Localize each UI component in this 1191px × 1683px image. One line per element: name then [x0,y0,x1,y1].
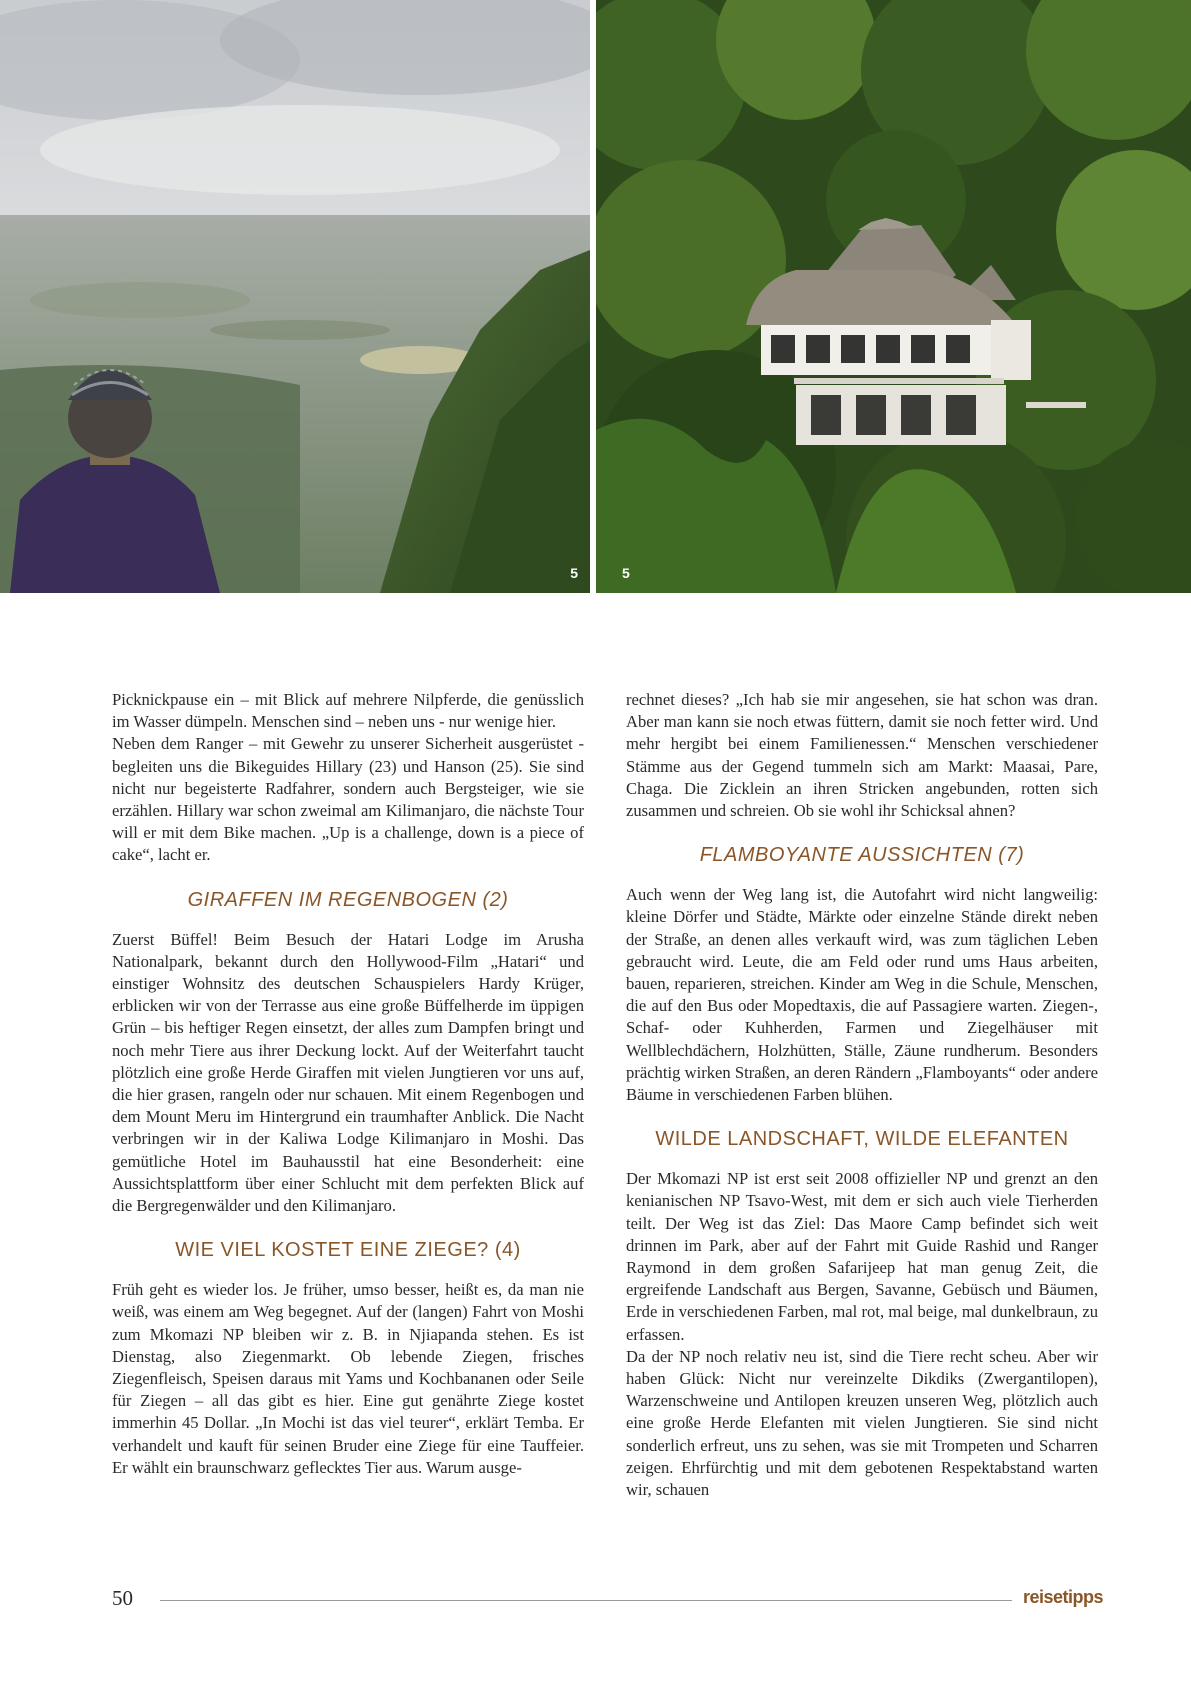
article-column-left [112,689,584,1479]
paragraph: Der Mkomazi NP ist erst seit 2008 offizieller NP und grenzt an den kenianischen NP Tsavo-West, mit dem er sich auch viele Tierherden teilt. Der Weg ist das Ziel: Das Maore Camp befindet sich weit drinnen im Park, aber auf der Fahrt mit Guide Rashid und Ranger Raymond in dem großen Safarijeep hat man genug Zeit, die ergreifende Landschaft aus Bergen, Savanne, Gebüsch und Bäumen, Erde in verschiedenen Farben, mal rot, mal beige, mal dunkelbraun, zu erfassen. [626,1169,1098,1344]
paragraph: Zuerst Büffel! Beim Besuch der Hatari Lodge im Arusha Nationalpark, bekannt durch den Hollywood-Film „Hatari“ und einstiger Wohnsitz des deutschen Schauspielers Hardy Krüger, erblicken wir von der Terrasse aus eine große Büffelherde im üppigen Grün – bis heftiger Regen einsetzt, der alles zum Dampfen bringt und noch mehr Tiere aus ihrer Deckung lockt. Auf der Weiterfahrt taucht plötzlich eine große Herde Giraffen mit vielen Jungtieren vor uns auf, die hier grasen, rangeln oder nur schauen. Mit einem Regenbogen und dem Mount Meru im Hintergrund ein traumhafter Anblick. Die Nacht verbringen wir in der Kaliwa Lodge Kilimanjaro in Moshi. Das gemütliche Hotel im Bauhausstil hat eine Besonderheit: eine Aussichtsplattform über einer Schlucht mit dem perfekten Blick auf die Bergregenwälder und den Kilimanjaro. [112,929,584,1216]
article-column-right [626,689,1098,1501]
landscape-image [0,0,590,593]
paragraph: Da der NP noch relativ neu ist, sind die Tiere recht scheu. Aber wir haben Glück: Nicht nur vereinzelte Dikdiks (Zwergantilopen), Warzenschweine und Antilopen kreuzen unseren Weg, plötzlich auch eine große Herde Elefanten mit vielen Jungtieren. Sie sind nicht sonderlich erfreut, uns zu sehen, was sie mit Trompeten und Scharren zeigen. Ehrfürchtig und mit dem gebotenen Respektabstand warten wir, schauen [626,1346,1098,1500]
paragraph: Auch wenn der Weg lang ist, die Autofahrt wird nicht langweilig: kleine Dörfer und Städte, Märkte oder einzelne Stände direkt neben der Straße, an denen alles verkauft wird, was zum täglichen Leben gebraucht wird. Leute, die am Feld oder rund ums Haus arbeiten, bauen, reparieren, streichen. Kinder am Weg in die Schule, Menschen, die auf den Bus oder Mopedtaxis, die auf Passagiere warten. Ziegen-, Schaf- oder Kuhherden, Farmen und Ziegelhäuser mit Wellblechdächern, Holzhütten, Ställe, Zäune rundherum. Besonders prächtig wirken Straßen, an deren Rändern „Flamboyants“ oder andere Bäume in verschiedenen Farben blühen. [626,885,1098,1105]
section-heading-wilde: WILDE LANDSCHAFT, WILDE ELEFANTEN [655,1128,1069,1151]
footer-divider [160,1600,1012,1601]
section-heading-ziege: WIE VIEL KOSTET EINE ZIEGE? (4) [175,1239,521,1262]
paragraph: Früh geht es wieder los. Je früher, umso besser, heißt es, da man nie weiß, was einem am Weg begegnet. Auf der (langen) Fahrt von Moshi zum Mkomazi NP bleiben wir z. B. in Njiapanda stehen. Es ist Dienstag, also Ziegenmarkt. Ob lebende Ziegen, frisches Ziegenfleisch, Speisen daraus mit Yams und Kochbananen oder Seile für Ziegen – all das gibt es hier. Eine gut genährte Ziege kostet immerhin 45 Dollar. „In Mochi ist das viel teurer“, erklärt Temba. Er verhandelt und kauft für seinen Bruder eine Ziege für eine Tauffeier. Er wählt ein braunschwarz geflecktes Tier aus. Warum ausge- [112,1280,584,1477]
lodge-image [596,0,1191,593]
photo-mountain-view [0,0,590,593]
paragraph: rechnet dieses? „Ich hab sie mir angesehen, sie hat schon was dran. Aber man kann sie noch etwas füttern, damit sie noch fetter wird. Und mehr hergibt bei einem Familienessen.“ Menschen verschiedener Stämme aus der Gegend tummeln sich am Markt: Maasai, Pare, Chaga. Die Zicklein an ihren Stricken angebunden, rotten sich zusammen und schreien. Ob sie wohl ihr Schicksal ahnen? [626,690,1098,821]
paragraph: Neben dem Ranger – mit Gewehr zu unserer Sicherheit ausgerüstet - begleiten uns die Bikeguides Hillary (23) und Hanson (25). Sie sind nicht nur begeisterte Radfahrer, sondern auch Bergsteiger, wie sie erzählen. Hillary war schon zweimal am Kilimanjaro, die nächste Tour will er mit dem Bike machen. „Up is a challenge, down is a piece of cake“, lacht er. [112,734,584,865]
paragraph: Picknickpause ein – mit Blick auf mehrere Nilpferde, die genüsslich im Wasser dümpeln. Menschen sind – neben uns - nur wenige hier. [112,690,584,732]
photo-lodge-forest [596,0,1191,593]
section-heading-giraffen: GIRAFFEN IM REGENBOGEN (2) [187,888,509,911]
photo-number: 5 [570,565,578,581]
photo-number: 5 [622,565,630,581]
section-heading-flamboyante: FLAMBOYANTE AUSSICHTEN (7) [699,844,1025,867]
page-number: 50 [112,1586,133,1610]
magazine-logo: reisetipps [1022,1587,1103,1607]
